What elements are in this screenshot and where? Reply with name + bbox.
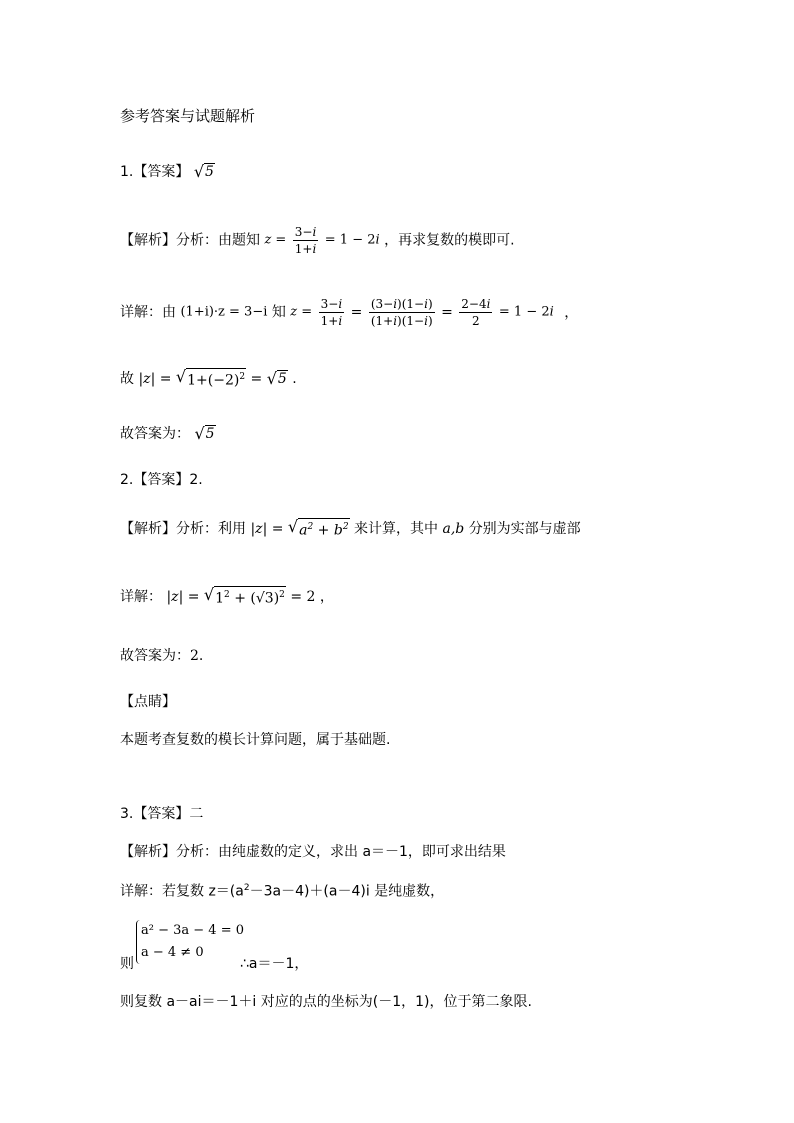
- q1-detail-line: 详解：由 (1+i)·z = 3−i 知 z = $\frac{3-i}{1+i}$ = $\frac{(3-i)(1-i)}{(1+i)(1-i)}$ = $\frac{2-4i}{2}$ = 1 − 2i ，: [120, 297, 579, 328]
- q3-analysis-line: 【解析】分析：由纯虚数的定义，求出 a＝－1，即可求出结果: [120, 844, 506, 860]
- q2-comment-label: 【点睛】: [120, 694, 176, 710]
- q2-comment-text: 本题考查复数的模长计算问题，属于基础题.: [120, 732, 391, 748]
- q1-hence-line: 故 |z| = √ $1+(-2)^2$ = √ 5 .: [120, 367, 297, 389]
- q1-analysis-suffix: ，再求复数的模即可.: [384, 232, 515, 249]
- q1-detail-label: 详解：由: [120, 304, 176, 321]
- q2-final-line: 故答案为：2.: [120, 648, 204, 664]
- q3-equation-system: a² − 3a − 4 = 0 a − 4 ≠ 0: [136, 920, 244, 964]
- q3-detail-line: 详解：若复数 $z=(a^2-3a-4)+(a-4)i$ 是纯虚数，: [120, 883, 445, 900]
- q2-answer-line: 2.【答案】2.: [120, 472, 203, 488]
- q1-answer-label: 1.【答案】: [120, 164, 190, 180]
- q3-answer-line: 3.【答案】二: [120, 806, 204, 822]
- q3-conclusion-line: 则复数 a－ai＝－1＋i 对应的点的坐标为(－1，1)，位于第二象限.: [120, 994, 532, 1010]
- q1-analysis-label: 【解析】分析：由题知: [120, 232, 260, 249]
- q2-analysis-line: 【解析】分析：利用 |z| = √ $a^2 + b^2$ 来计算，其中 a,b 分别为实部与虚部: [120, 517, 581, 539]
- page-title: 参考答案与试题解析: [120, 107, 256, 125]
- q1-answer-line: [120, 162, 215, 182]
- q1-analysis-line: 【解析】分析：由题知 z = $\frac{3-i}{1+i}$ = 1 − 2i ，再求复数的模即可.: [120, 225, 515, 256]
- q2-detail-line: 详解： |z| = √ $1^2 + (√3)^2$ = 2 ，: [120, 585, 334, 607]
- q1-answer-sqrt: √ 5: [193, 162, 214, 181]
- q1-final-line: 故答案为： √ 5: [120, 424, 215, 443]
